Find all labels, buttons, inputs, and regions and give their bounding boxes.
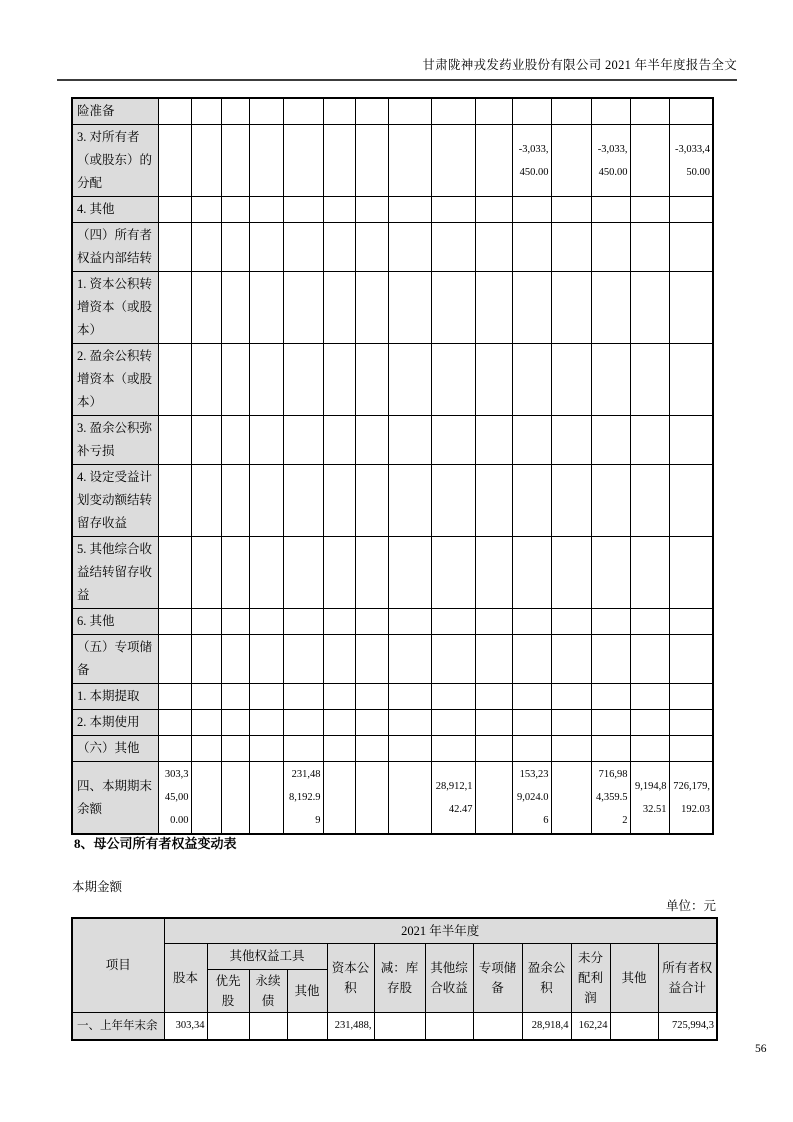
table-cell [551,736,591,762]
table-row [72,684,713,710]
table-cell [669,272,713,344]
table-cell [512,223,551,272]
table-cell [512,537,551,609]
table-cell [191,98,221,125]
table-cell [431,416,475,465]
table-cell [512,710,551,736]
row-label: 3. 盈余公积弥补亏损 [72,416,158,465]
table-cell [249,416,283,465]
table-cell [158,416,191,465]
table-cell [591,197,630,223]
table-cell [221,465,249,537]
table-cell [388,635,431,684]
table-cell [551,223,591,272]
table-row [72,762,713,835]
table-cell [323,609,355,635]
row-label: 6. 其他 [72,609,158,635]
column-header-other: 其他 [610,943,658,1012]
table-cell [191,125,221,197]
table-cell [591,609,630,635]
table-cell [158,197,191,223]
table-cell: 153,239,024.06 [512,762,551,835]
table-cell [669,223,713,272]
table-row [72,1012,717,1040]
table-cell [283,344,323,416]
table-cell [191,710,221,736]
table-cell [669,98,713,125]
table-cell [221,537,249,609]
table-cell [249,98,283,125]
table-cell [249,736,283,762]
table-cell [158,465,191,537]
table-cell [323,684,355,710]
table-cell [630,465,669,537]
table-cell [249,684,283,710]
table-cell [191,609,221,635]
table-cell [630,223,669,272]
table-cell [221,762,249,835]
table-cell [512,736,551,762]
table-cell [475,736,512,762]
table-row [72,710,713,736]
row-label: 3. 对所有者（或股东）的分配 [72,125,158,197]
table-cell: -3,033,450.00 [591,125,630,197]
table-cell [221,635,249,684]
table-cell [283,197,323,223]
table-cell [431,197,475,223]
table-cell [475,223,512,272]
table-cell [323,736,355,762]
table-cell [355,465,388,537]
table-cell: 726,179,192.03 [669,762,713,835]
table-cell [283,465,323,537]
table-cell [475,416,512,465]
table-cell [221,223,249,272]
column-header-period: 2021 年半年度 [164,918,717,943]
table-row [72,736,713,762]
table-cell: 28,918,4 [522,1012,571,1040]
table-cell [388,736,431,762]
table-cell [512,609,551,635]
table-cell [191,416,221,465]
table-cell [591,710,630,736]
row-label: 2. 本期使用 [72,710,158,736]
table-cell: 716,984,359.52 [591,762,630,835]
table-row [72,416,713,465]
parent-company-equity-table-body [72,1012,717,1040]
table-cell [388,197,431,223]
table-cell [249,710,283,736]
table-cell [323,125,355,197]
table-cell [249,1012,287,1040]
table-cell [283,125,323,197]
period-amount-label: 本期金额 [72,880,123,894]
table-cell [323,272,355,344]
table-cell [630,98,669,125]
column-header-surplus-reserve: 盈余公积 [522,943,571,1012]
table-cell [374,1012,425,1040]
table-cell [630,537,669,609]
table-cell [249,609,283,635]
table-cell [283,635,323,684]
column-header-share-capital: 股本 [164,943,207,1012]
table-cell [431,272,475,344]
table-cell [191,344,221,416]
table-cell [630,635,669,684]
table-cell [669,537,713,609]
table-cell [158,98,191,125]
table-cell [191,272,221,344]
table-cell [323,98,355,125]
table-cell [475,272,512,344]
table-cell [323,416,355,465]
table-cell [355,223,388,272]
table-cell [512,684,551,710]
table-cell [591,736,630,762]
table-cell: -3,033,450.00 [669,125,713,197]
table-cell [630,609,669,635]
table-cell [191,635,221,684]
table-row [72,272,713,344]
table-cell [551,710,591,736]
table-cell [475,344,512,416]
table-cell [388,762,431,835]
table-cell [431,609,475,635]
table-cell [221,710,249,736]
table-cell [191,736,221,762]
table-cell [323,197,355,223]
table-cell [551,125,591,197]
table-cell [388,344,431,416]
page-number: 56 [755,1043,767,1055]
table-cell [388,465,431,537]
table-cell [551,537,591,609]
table-cell [221,684,249,710]
table-cell [355,197,388,223]
table-cell [473,1012,522,1040]
table-cell [388,98,431,125]
row-label: （六）其他 [72,736,158,762]
table-row [72,197,713,223]
table-cell [475,609,512,635]
table-cell [512,98,551,125]
row-label: 2. 盈余公积转增资本（或股本） [72,344,158,416]
table-cell [512,635,551,684]
table-cell [158,272,191,344]
table-cell [323,537,355,609]
table-cell [355,609,388,635]
table-cell [591,635,630,684]
table-cell [630,710,669,736]
table-cell [249,197,283,223]
table-cell [591,344,630,416]
table-cell: 162,24 [571,1012,610,1040]
table-cell [283,272,323,344]
table-cell [158,710,191,736]
section-heading: 8、母公司所有者权益变动表 [74,836,237,851]
table-cell [221,125,249,197]
table-cell [388,684,431,710]
table-cell [475,465,512,537]
column-header-other-comprehensive-income: 其他综合收益 [425,943,473,1012]
table-cell [249,223,283,272]
table-cell [249,635,283,684]
table-cell [191,537,221,609]
table-row [72,344,713,416]
unit-label: 单位：元 [665,899,716,913]
table-cell [283,609,323,635]
table-cell [158,223,191,272]
table-cell: 231,488,192.99 [283,762,323,835]
table-cell [355,736,388,762]
table-cell [431,710,475,736]
table-cell [630,684,669,710]
table-cell [630,197,669,223]
table-cell [158,609,191,635]
table-cell [355,416,388,465]
table-cell [191,197,221,223]
table-cell [669,736,713,762]
table-cell [388,710,431,736]
table-cell [249,537,283,609]
table-cell [512,416,551,465]
table-cell [355,684,388,710]
table-cell [431,125,475,197]
table-cell [591,272,630,344]
row-label: （四）所有者权益内部结转 [72,223,158,272]
table-cell [591,684,630,710]
table-cell [191,223,221,272]
table-cell [475,125,512,197]
table-cell [388,416,431,465]
table-cell [249,465,283,537]
table-cell [221,609,249,635]
table-cell [551,197,591,223]
table-cell [669,635,713,684]
table-cell: 28,912,142.47 [431,762,475,835]
row-label: 1. 资本公积转增资本（或股本） [72,272,158,344]
table-cell [591,537,630,609]
table-cell [475,710,512,736]
table-cell [591,416,630,465]
table-cell [388,272,431,344]
table-cell [669,344,713,416]
table-cell [283,223,323,272]
table-cell [431,465,475,537]
table-cell [591,223,630,272]
table-cell [191,762,221,835]
table-cell [551,272,591,344]
table-cell [323,344,355,416]
table-cell [512,197,551,223]
table-cell [158,684,191,710]
table-cell [431,344,475,416]
column-header-special-reserve: 专项储备 [473,943,522,1012]
table-cell [283,684,323,710]
table-cell [551,684,591,710]
row-label: 四、本期期末余额 [72,762,158,835]
table-cell [630,416,669,465]
table-cell [551,344,591,416]
table-cell [475,762,512,835]
table-cell [158,635,191,684]
column-header-undistributed-profit: 未分配利润 [571,943,610,1012]
row-label: 4. 设定受益计划变动额结转留存收益 [72,465,158,537]
table-row [72,609,713,635]
table-cell [355,710,388,736]
table-row [72,125,713,197]
table-cell [207,1012,249,1040]
table-cell [551,98,591,125]
consolidated-equity-table-body [72,98,713,834]
table-cell [512,465,551,537]
table-cell [630,125,669,197]
table-cell [158,344,191,416]
table-cell [475,684,512,710]
table-row [72,465,713,537]
table-cell [323,762,355,835]
table-cell: 231,488, [327,1012,374,1040]
table-cell [388,125,431,197]
row-label: 1. 本期提取 [72,684,158,710]
table-cell [475,635,512,684]
column-header-total-equity: 所有者权益合计 [658,943,717,1012]
table-cell [551,635,591,684]
table-cell [591,465,630,537]
table-cell [512,272,551,344]
table-cell [669,710,713,736]
column-header-other-equity-instruments: 其他权益工具 [207,943,327,969]
table-cell [388,223,431,272]
table-cell [283,736,323,762]
table-cell [221,736,249,762]
table-cell [158,736,191,762]
table-cell [355,762,388,835]
table-cell [158,125,191,197]
table-cell [249,125,283,197]
parent-company-equity-table [71,917,718,1041]
header-divider [57,79,737,81]
table-cell [630,272,669,344]
table-cell: -3,033,450.00 [512,125,551,197]
table-cell [669,416,713,465]
table-cell [669,197,713,223]
table-cell [355,125,388,197]
row-label: 险准备 [72,98,158,125]
report-header-title: 甘肃陇神戎发药业股份有限公司 2021 年半年度报告全文 [422,58,737,72]
table-cell: 725,994,3 [658,1012,717,1040]
column-header-other-instruments: 其他 [287,969,327,1012]
table-cell [630,736,669,762]
table-cell [431,684,475,710]
table-cell [431,98,475,125]
table-cell [431,223,475,272]
table-cell [221,197,249,223]
table-cell [669,609,713,635]
table-cell [475,197,512,223]
table-cell [591,98,630,125]
table-cell [630,344,669,416]
table-cell [283,710,323,736]
table-cell [431,635,475,684]
row-label: （五）专项储备 [72,635,158,684]
table-cell [249,272,283,344]
table-cell [221,98,249,125]
table-cell: 303,345,000.00 [158,762,191,835]
table-cell [323,465,355,537]
table-cell [355,537,388,609]
column-header-perpetual-bonds: 永续债 [249,969,287,1012]
table-cell [512,344,551,416]
table-cell [669,684,713,710]
table-cell [355,272,388,344]
table-cell [323,635,355,684]
table-cell [475,98,512,125]
table-cell [551,465,591,537]
table-cell [323,710,355,736]
row-label: 5. 其他综合收益结转留存收益 [72,537,158,609]
table-cell [431,537,475,609]
row-label: 4. 其他 [72,197,158,223]
table-cell [283,416,323,465]
table-cell [249,762,283,835]
table-cell [355,344,388,416]
table-cell [287,1012,327,1040]
table-cell [425,1012,473,1040]
parent-company-equity-table-header [72,918,717,1012]
table-row [72,223,713,272]
table-row [72,635,713,684]
table-cell [191,684,221,710]
table-cell [551,416,591,465]
table-cell [355,98,388,125]
table-row [72,98,713,125]
table-cell [283,537,323,609]
table-cell [475,537,512,609]
table-cell [610,1012,658,1040]
table-cell: 303,34 [164,1012,207,1040]
table-cell [669,465,713,537]
table-cell [388,609,431,635]
table-row [72,537,713,609]
consolidated-equity-table-continuation [71,97,714,835]
column-header-project: 项目 [72,918,164,1012]
table-cell [431,736,475,762]
table-cell [221,272,249,344]
table-cell [158,537,191,609]
column-header-preferred-shares: 优先股 [207,969,249,1012]
table-cell [355,635,388,684]
table-cell [388,537,431,609]
column-header-capital-reserve: 资本公积 [327,943,374,1012]
table-cell [551,609,591,635]
table-cell [551,762,591,835]
table-cell [283,98,323,125]
row-label: 一、上年年末余 [72,1012,164,1040]
table-cell [221,416,249,465]
column-header-less-treasury-stock: 减：库存股 [374,943,425,1012]
table-cell: 9,194,832.51 [630,762,669,835]
table-cell [249,344,283,416]
table-cell [191,465,221,537]
table-cell [221,344,249,416]
table-cell [323,223,355,272]
